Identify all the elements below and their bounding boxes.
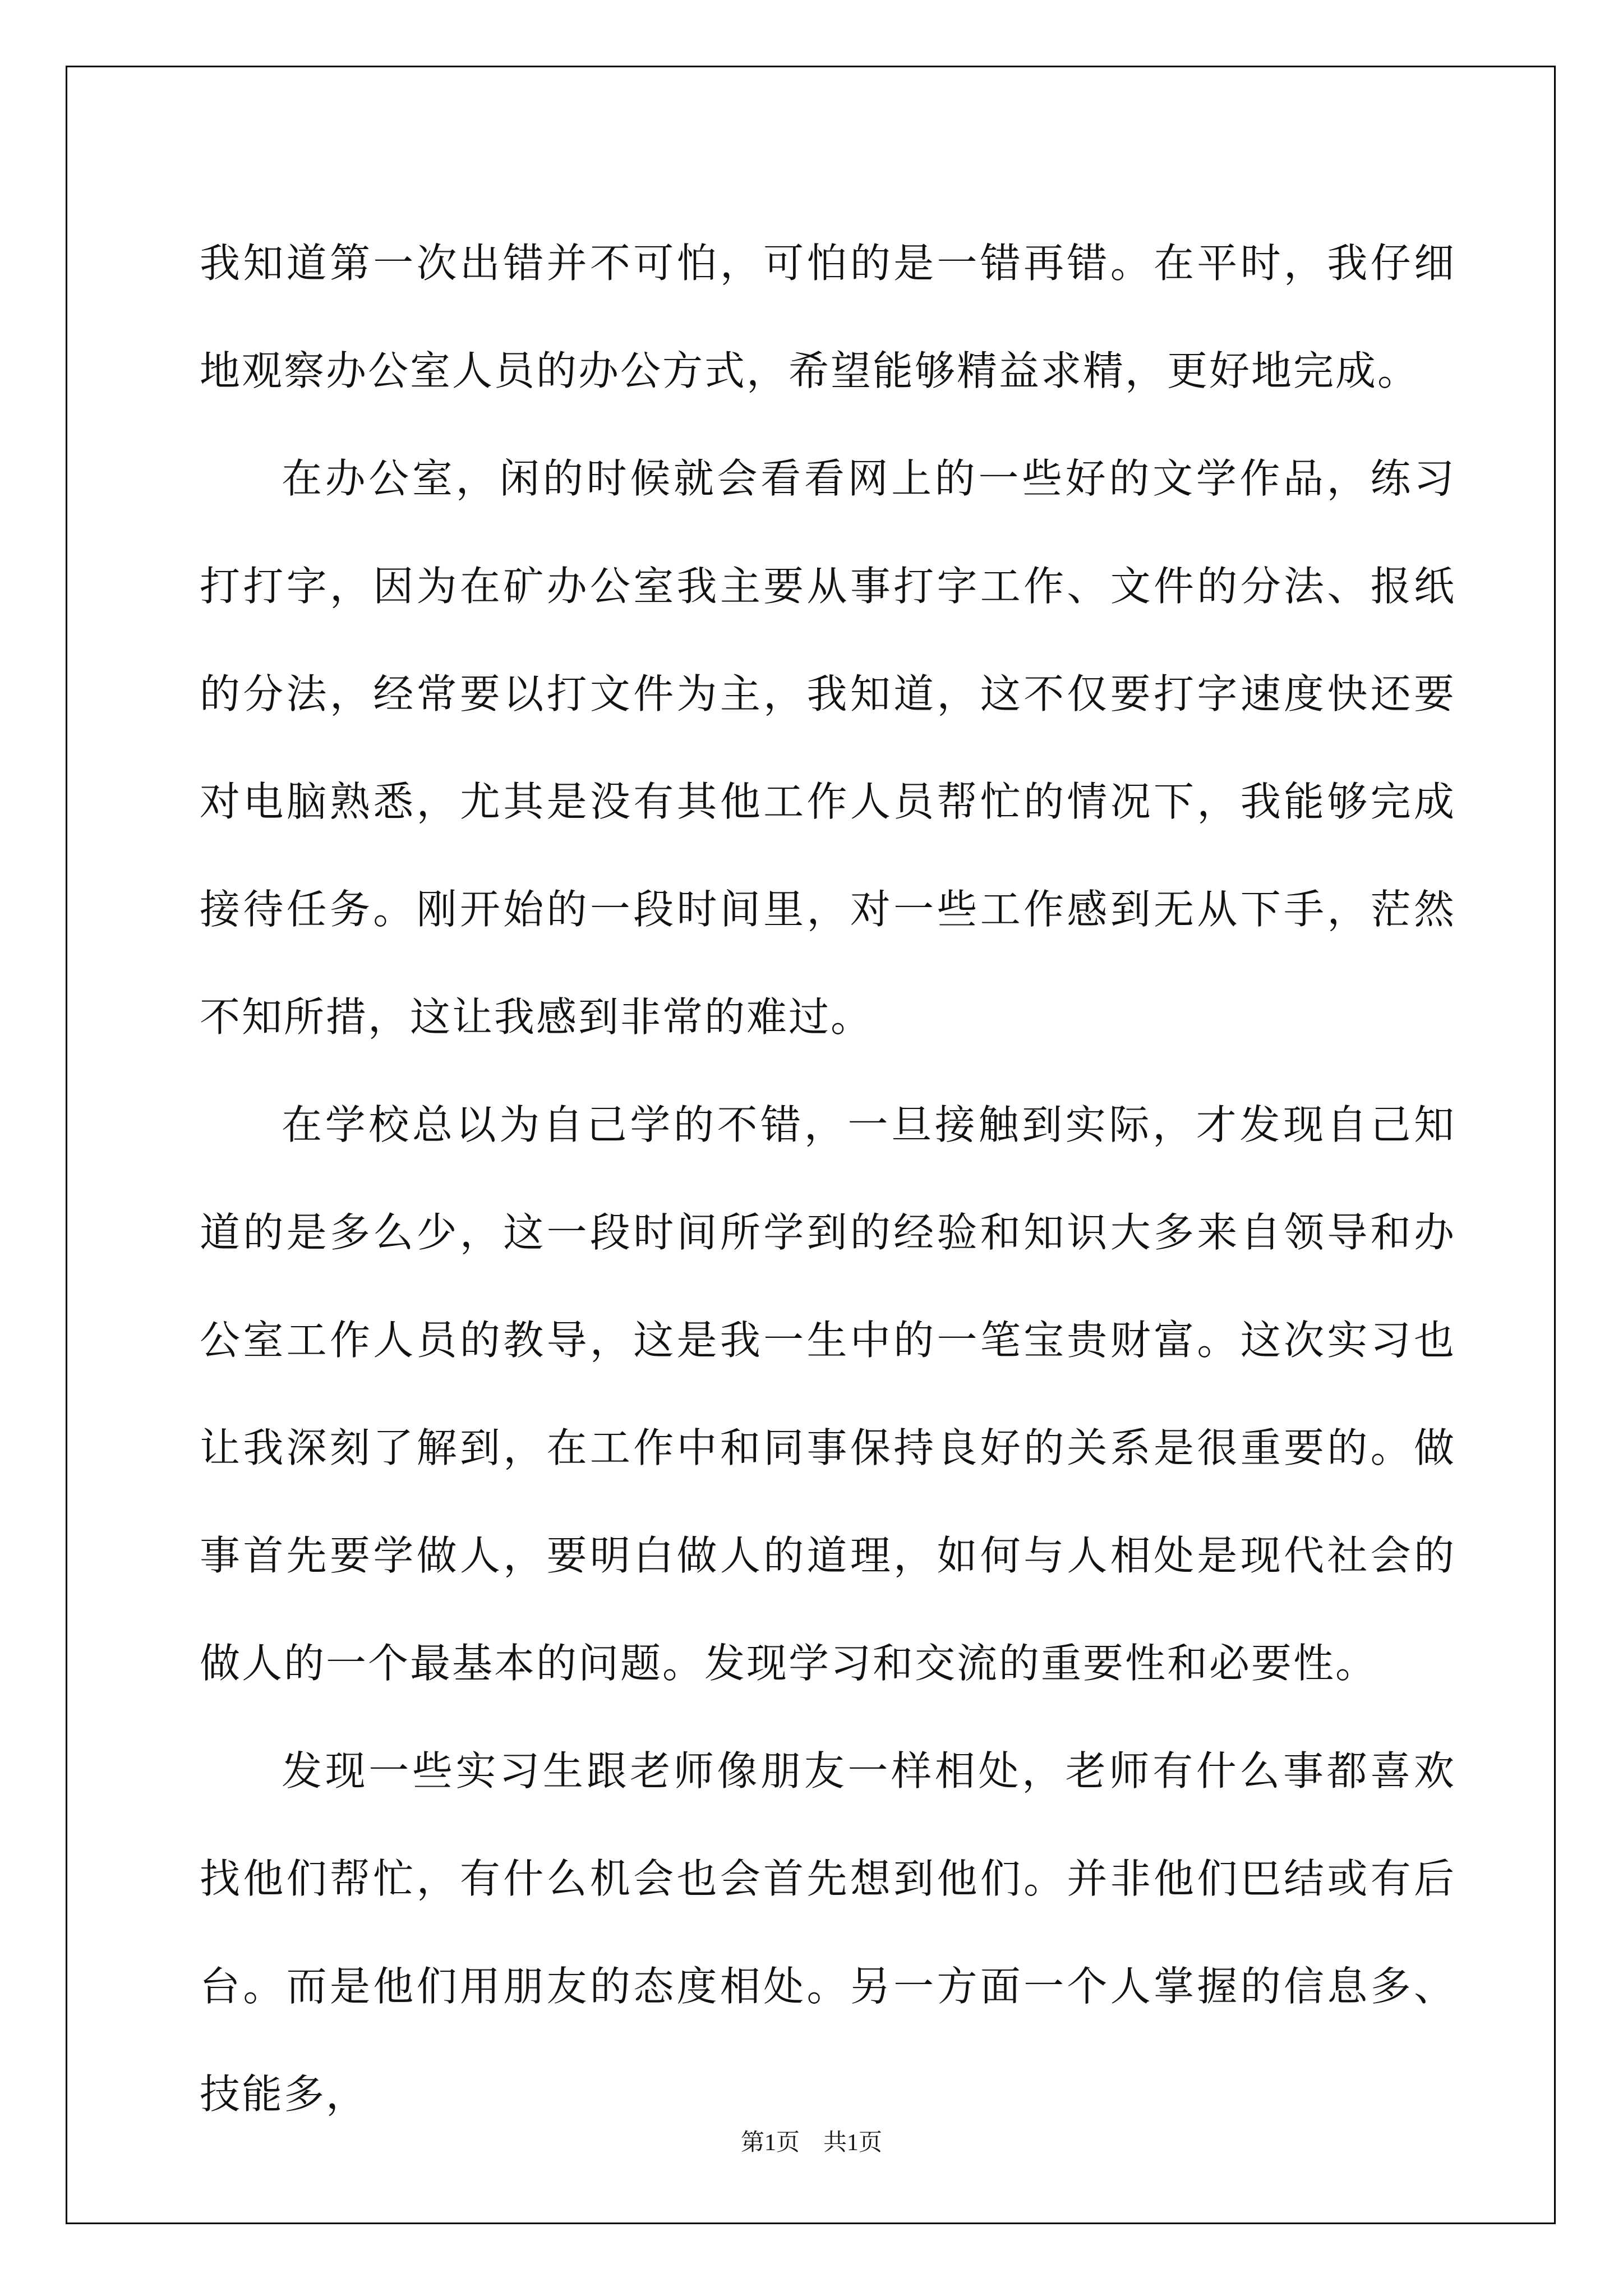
- paragraph-2: 在办公室，闲的时候就会看看网上的一些好的文学作品，练习打打字，因为在矿办公室我主要从事打字工作、文件的分法、报纸的分法，经常要以打文件为主，我知道，这不仅要打字速度快还要对电脑熟悉，尤其是没有其他工作人员帮忙的情况下，我能够完成接待任务。刚开始的一段时间里，对一些工作感到无从下手，茫然不知所措，这让我感到非常的难过。: [200, 455, 1456, 1041]
- page-number: 第1页 共1页: [740, 2130, 882, 2156]
- paragraph-3: 在学校总以为自己学的不错，一旦接触到实际，才发现自己知道的是多么少，这一段时间所学到的经验和知识大多来自领导和办公室工作人员的教导，这是我一生中的一笔宝贵财富。这次实习也让我深刻了解到，在工作中和同事保持良好的关系是很重要的。做事首先要学做人，要明白做人的道理，如何与人相处是现代社会的做人的一个最基本的问题。发现学习和交流的重要性和必要性。: [200, 1101, 1456, 1687]
- paragraph-4: 发现一些实习生跟老师像朋友一样相处，老师有什么事都喜欢找他们帮忙，有什么机会也会首先想到他们。并非他们巴结或有后台。而是他们用朋友的态度相处。另一方面一个人掌握的信息多、技能多，: [200, 1747, 1456, 2118]
- document-body: [200, 209, 1456, 2148]
- paragraph-1: 我知道第一次出错并不可怕，可怕的是一错再错。在平时，我仔细地观察办公室人员的办公方式，希望能够精益求精，更好地完成。: [200, 240, 1456, 394]
